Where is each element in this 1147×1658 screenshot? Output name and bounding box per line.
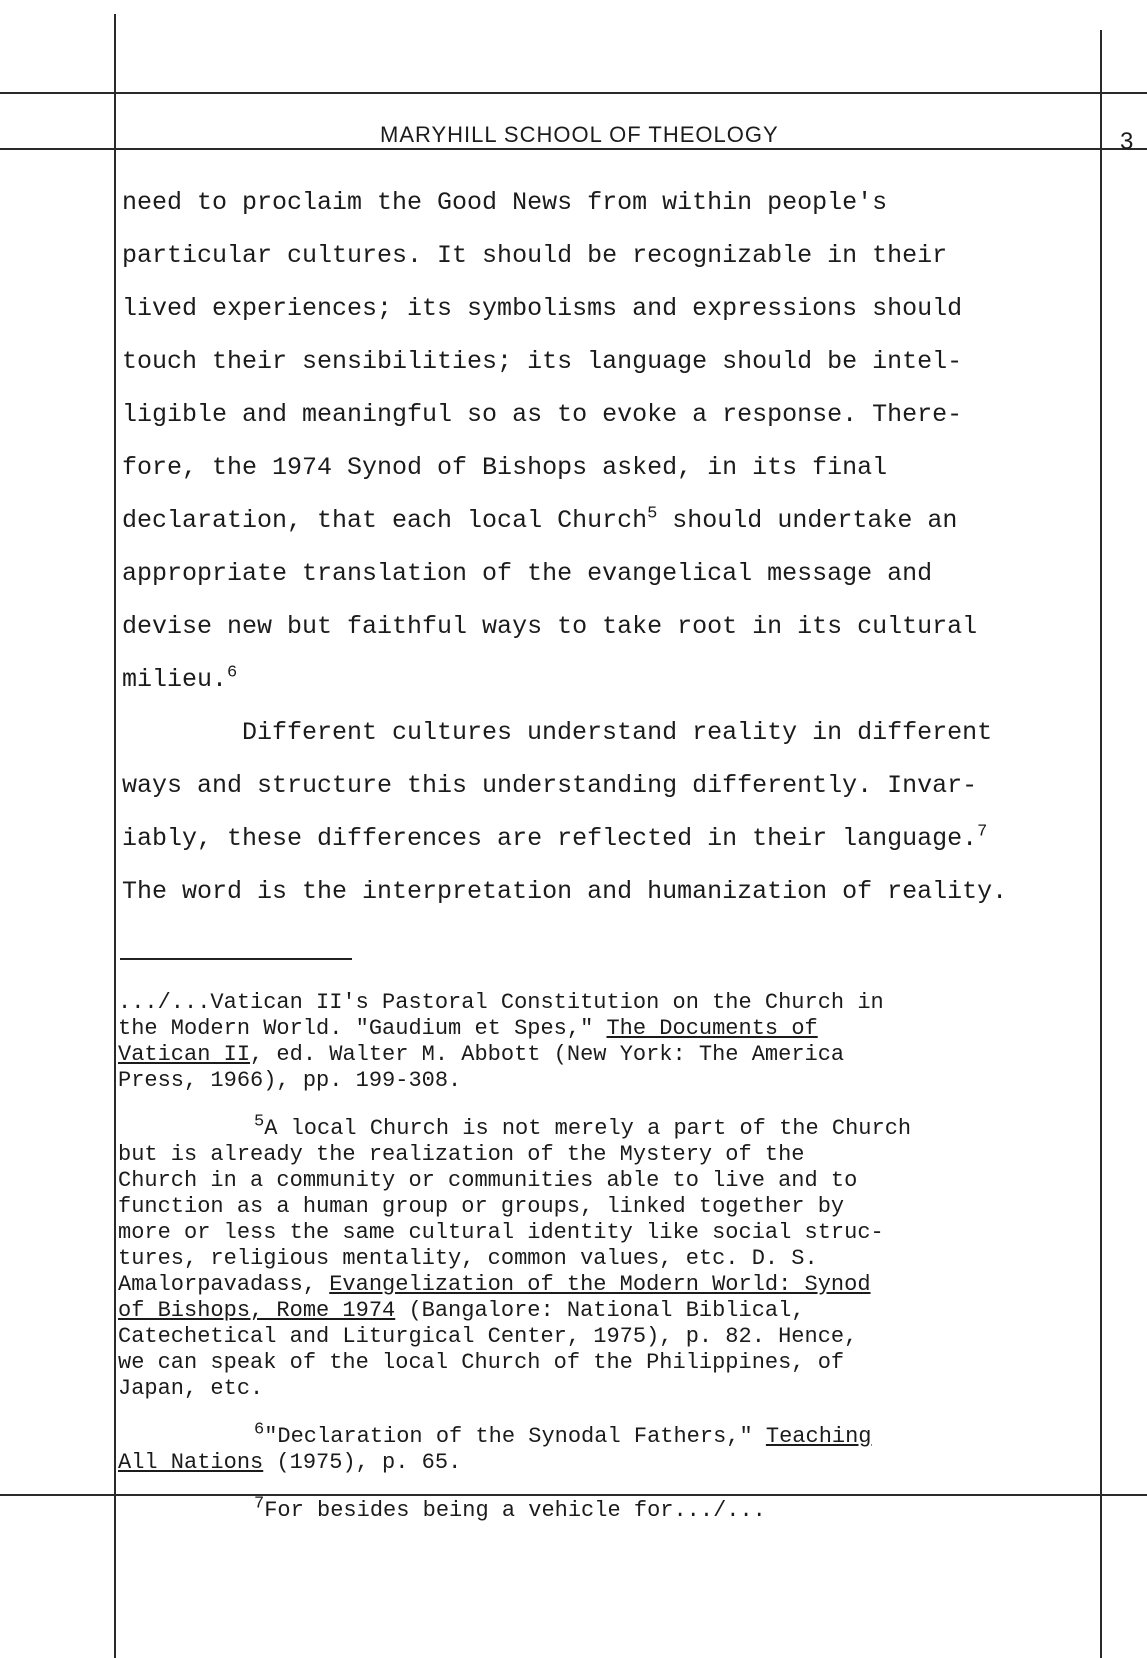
body-line: [122, 812, 1112, 865]
body-line: [122, 653, 1112, 706]
book-title: of Bishops, Rome 1974: [118, 1298, 396, 1323]
body-text-segment: milieu.: [122, 665, 228, 694]
footnote-text: Amalorpavadass,: [118, 1272, 330, 1297]
footnote-text: (Bangalore: National Biblical,: [395, 1298, 805, 1323]
footnote-text: , ed. Walter M. Abbott (New York: The America: [250, 1042, 845, 1067]
top-horizontal-rule: [0, 92, 1147, 94]
body-line: touch their sensibilities; its language should be intel-: [122, 347, 963, 376]
footnote-reference-6[interactable]: 6: [227, 663, 238, 683]
main-text: [122, 176, 1112, 918]
book-title: All Nations: [118, 1450, 264, 1475]
footnotes: [118, 990, 1118, 1546]
footnote-line: [118, 1298, 1118, 1324]
body-line: fore, the 1974 Synod of Bishops asked, in its final: [122, 453, 888, 482]
footnote-text: For besides being a vehicle for.../...: [264, 1498, 766, 1523]
footnote-line: we can speak of the local Church of the Philippines, of: [118, 1350, 845, 1375]
book-title: The Documents of: [606, 1016, 818, 1041]
footnote-line: [118, 1420, 1118, 1450]
footnote-6: [118, 1420, 1118, 1476]
footnote-line: [118, 1450, 1118, 1476]
body-line: ways and structure this understanding differently. Invar-: [122, 771, 978, 800]
footnote-line: Japan, etc.: [118, 1376, 264, 1401]
footnote-text: (1975), p. 65.: [263, 1450, 462, 1475]
body-line: [122, 494, 1112, 547]
footnote-mark: 5: [254, 1112, 265, 1132]
footnote-mark: 7: [254, 1494, 265, 1514]
footnote-line: [118, 1016, 1118, 1042]
footnote-line: [118, 1042, 1118, 1068]
body-line: ligible and meaningful so as to evoke a response. There-: [122, 400, 963, 429]
body-line: appropriate translation of the evangelical message and: [122, 559, 933, 588]
footnote-7: [118, 1494, 1118, 1524]
footnote-line: more or less the same cultural identity like social struc-: [118, 1220, 884, 1245]
footnote-line: [118, 1494, 1118, 1524]
book-title: Teaching: [765, 1424, 872, 1449]
footnote-text: A local Church is not merely a part of the Church: [264, 1116, 912, 1141]
body-line: devise new but faithful ways to take root in its cultural: [122, 612, 978, 641]
body-line: The word is the interpretation and humanization of reality.: [122, 877, 1008, 906]
body-line: Different cultures understand reality in different: [242, 718, 993, 747]
body-line: need to proclaim the Good News from within people's: [122, 188, 888, 217]
page-header-institution: MARYHILL SCHOOL OF THEOLOGY: [380, 122, 779, 147]
footnote-line: function as a human group or groups, linked together by: [118, 1194, 845, 1219]
footnote-line: Catechetical and Liturgical Center, 1975), p. 82. Hence,: [118, 1324, 858, 1349]
book-title: Evangelization of the Modern World: Synod: [329, 1272, 871, 1297]
book-title: Vatican II: [118, 1042, 251, 1067]
body-text-segment: iably, these differences are reflected in their language.: [122, 824, 978, 853]
footnote-line: but is already the realization of the Mystery of the: [118, 1142, 805, 1167]
footnote-line: Press, 1966), pp. 199-308.: [118, 1068, 462, 1093]
header-horizontal-rule: [0, 148, 1147, 150]
left-margin-rule: [114, 14, 116, 1658]
footnote-line: [118, 1112, 1118, 1142]
footnote-continued: [118, 990, 1118, 1094]
footnote-reference-7[interactable]: 7: [977, 822, 988, 842]
body-text-segment: should undertake an: [657, 506, 958, 535]
footnote-mark: 6: [254, 1420, 265, 1440]
page-number: 3: [1120, 128, 1134, 155]
footnote-line: Church in a community or communities able to live and to: [118, 1168, 858, 1193]
footnote-text: the Modern World. "Gaudium et Spes,": [118, 1016, 607, 1041]
footnote-line: [118, 1272, 1118, 1298]
body-text-segment: declaration, that each local Church: [122, 506, 648, 535]
body-line: lived experiences; its symbolisms and expressions should: [122, 294, 963, 323]
body-line: particular cultures. It should be recognizable in their: [122, 241, 948, 270]
footnote-separator: [120, 958, 352, 960]
footnote-reference-5[interactable]: 5: [647, 504, 658, 524]
footnote-line: tures, religious mentality, common values, etc. D. S.: [118, 1246, 818, 1271]
footnote-line: .../...Vatican II's Pastoral Constitution on the Church in: [118, 990, 884, 1015]
footnote-text: "Declaration of the Synodal Fathers,": [264, 1424, 766, 1449]
footnote-5: [118, 1112, 1118, 1402]
